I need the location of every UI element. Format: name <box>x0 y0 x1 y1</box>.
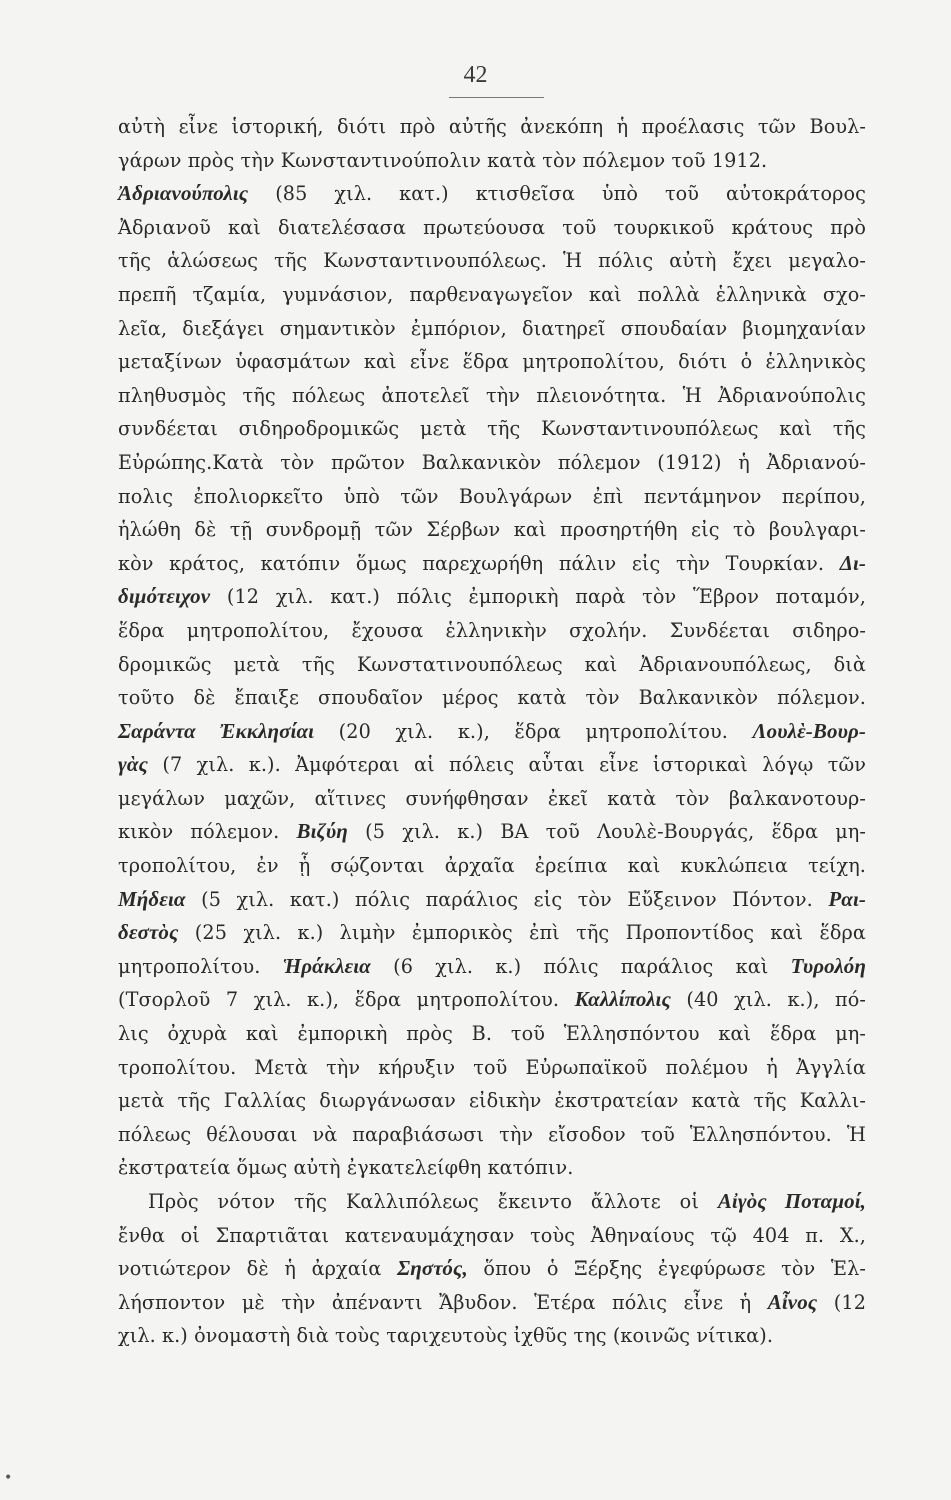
text-run: (85 χιλ. κατ.) κτισθεῖσα ὑπὸ τοῦ αὐτοκράτορος <box>248 182 866 206</box>
text-line <box>118 312 866 346</box>
text-line <box>118 883 866 917</box>
text-line <box>118 1017 866 1051</box>
emphasized-place-name: δεστὸς <box>118 920 179 945</box>
text-run: συνδέεται σιδηροδρομικῶς μετὰ τῆς Κωνσταντινουπόλεως καὶ τῆς <box>118 417 866 441</box>
text-run: πόλεως θέλουσαι νὰ παραβιάσωσι τὴν εἴσοδον τοῦ Ἑλλησπόντου. Ἡ <box>118 1122 866 1146</box>
text-line <box>118 782 866 816</box>
text-line <box>118 1151 866 1185</box>
emphasized-place-name: Αἶνος <box>767 1289 818 1314</box>
text-line <box>118 1051 866 1085</box>
text-run: (40 χιλ. κ.), πό- <box>670 988 866 1012</box>
text-line <box>118 748 866 782</box>
emphasized-place-name: Ἀδριανούπολις <box>118 181 249 206</box>
text-run: (12 <box>817 1290 867 1314</box>
text-run: τροπολίτου. Μετὰ τὴν κήρυξιν τοῦ Εὐρωπαϊκοῦ πολέμου ἡ Ἀγγλία <box>118 1055 866 1079</box>
text-run: (20 χιλ. κ.), ἕδρα μητροπολίτου. <box>314 719 753 743</box>
emphasized-place-name: Τυρολόη <box>790 953 866 978</box>
text-run: λεῖα, διεξάγει σημαντικὸν ἐμπόριον, διατηρεῖ σπουδαίαν βιομηχανίαν <box>118 316 866 340</box>
text-line <box>118 144 866 178</box>
text-line <box>118 278 866 312</box>
text-line <box>118 580 866 614</box>
text-line <box>118 513 866 547</box>
text-run: Πρὸς νότον τῆς Καλλιπόλεως ἔκειντο ἄλλοτε οἱ <box>148 1190 718 1213</box>
text-run: ὅπου ὁ Ξέρξης ἐγεφύρωσε τὸν Ἑλ- <box>467 1257 866 1281</box>
text-run: ἡλώθη δὲ τῇ συνδρομῇ τῶν Σέρβων καὶ προσηρτήθη εἰς τὸ βουλγαρι- <box>118 518 866 542</box>
text-line <box>118 1319 866 1353</box>
emphasized-place-name: Καλλίπολις <box>574 987 671 1012</box>
text-run: τῆς ἁλώσεως τῆς Κωνσταντινουπόλεως. Ἡ πόλις αὐτὴ ἔχει μεγαλο- <box>118 249 866 273</box>
emphasized-place-name: Δι- <box>839 550 866 575</box>
text-line <box>118 1252 866 1286</box>
text-run: μεγάλων μαχῶν, αἵτινες συνήφθησαν ἐκεῖ κατὰ τὸν βαλκανοτουρ- <box>118 786 866 810</box>
text-line <box>118 345 866 379</box>
text-run: (25 χιλ. κ.) λιμὴν ἐμπορικὸς ἐπὶ τῆς Προποντίδος καὶ ἕδρα <box>178 921 866 945</box>
text-run: κικὸν πόλεμον. <box>118 820 297 844</box>
text-line <box>118 681 866 715</box>
text-run: (Τσορλοῦ 7 χιλ. κ.), ἕδρα μητροπολίτου. <box>118 988 575 1012</box>
text-run: (6 χιλ. κ.) πόλις παράλιος καὶ <box>370 954 791 978</box>
text-run: κὸν κράτος, κατόπιν ὅμως παρεχωρήθη πάλιν εἰς τὴν Τουρκίαν. <box>118 551 840 575</box>
text-run: χιλ. κ.) ὀνομαστὴ διὰ τοὺς ταριχευτοὺς ἰχθῦς της (κοινῶς νίτικα). <box>118 1324 774 1348</box>
emphasized-place-name: γὰς <box>118 752 149 777</box>
text-line <box>118 412 866 446</box>
emphasized-place-name: Ραι- <box>828 886 866 911</box>
text-line <box>118 446 866 480</box>
text-run: αὐτὴ εἶνε ἱστορική, διότι πρὸ αὐτῆς ἀνεκόπη ἡ προέλασις τῶν Βουλ- <box>118 115 866 138</box>
text-run: πληθυσμὸς τῆς πόλεως ἀποτελεῖ τὴν πλειονότητα. Ἡ Ἀδριανούπολις <box>118 383 866 407</box>
text-run: (5 χιλ. κατ.) πόλις παράλιος εἰς τὸν Εὔξεινον Πόντον. <box>185 887 829 911</box>
text-run: νοτιώτερον δὲ ἡ ἀρχαία <box>118 1257 398 1281</box>
emphasized-place-name: Αἰγὸς Ποταμοί, <box>717 1189 866 1213</box>
text-run: γάρων πρὸς τὴν Κωνσταντινούπολιν κατὰ τὸν πόλεμον τοῦ 1912. <box>118 148 768 172</box>
text-line <box>118 1118 866 1152</box>
text-line <box>118 950 866 984</box>
text-run: (7 χιλ. κ.). Ἀμφότεραι αἱ πόλεις αὗται εἶνε ἱστορικαὶ λόγῳ τῶν <box>148 753 866 777</box>
header-rule <box>449 97 544 98</box>
text-run: ἕδρα μητροπολίτου, ἔχουσα ἑλληνικὴν σχολήν. Συνδέεται σιδηρο- <box>118 618 866 642</box>
text-run: μητροπολίτου. <box>118 954 283 978</box>
emphasized-place-name: Μήδεια <box>118 886 186 911</box>
text-run: Εὐρώπης.Κατὰ τὸν πρῶτον Βαλκανικὸν πόλεμον (1912) ἡ Ἀδριανού- <box>118 450 866 474</box>
text-line <box>118 1219 866 1253</box>
text-run: πολις ἐπολιορκεῖτο ὑπὸ τῶν Βουλγάρων ἐπὶ πεντάμηνον περίπου, <box>118 484 866 508</box>
emphasized-place-name: Βιζύη <box>296 819 348 844</box>
text-run: μετὰ τῆς Γαλλίας διωργάνωσαν εἰδικὴν ἐκστρατείαν κατὰ τῆς Καλλι- <box>118 1089 866 1113</box>
text-line <box>118 1185 866 1219</box>
text-run: λήσποντον μὲ τὴν ἀπέναντι Ἄβυδον. Ἑτέρα πόλις εἶνε ἡ <box>118 1290 768 1314</box>
text-line <box>118 379 866 413</box>
text-line <box>118 211 866 245</box>
text-line <box>118 547 866 581</box>
text-run: τοῦτο δὲ ἔπαιξε σπουδαῖον μέρος κατὰ τὸν Βαλκανικὸν πόλεμον. <box>118 686 866 710</box>
text-run: λις ὀχυρὰ καὶ ἐμπορικὴ πρὸς Β. τοῦ Ἑλλησπόντου καὶ ἕδρα μη- <box>118 1022 866 1046</box>
text-line <box>118 715 866 749</box>
text-line <box>118 815 866 849</box>
text-run: ἔνθα οἱ Σπαρτιᾶται κατεναυμάχησαν τοὺς Ἀθηναίους τῷ 404 π. Χ., <box>118 1223 866 1247</box>
emphasized-place-name: διμότειχον <box>118 584 211 609</box>
text-line <box>118 110 866 144</box>
text-run: (5 χιλ. κ.) ΒΑ τοῦ Λουλὲ-Βουργάς, ἕδρα μη- <box>347 820 866 844</box>
text-line <box>118 177 866 211</box>
text-run: (12 χιλ. κατ.) πόλις ἐμπορικὴ παρὰ τὸν Ἕβρον ποταμόν, <box>210 585 866 609</box>
text-line <box>118 1286 866 1320</box>
text-line <box>118 1084 866 1118</box>
emphasized-place-name: Λουλὲ-Βουρ- <box>752 718 866 743</box>
emphasized-place-name: Ἡράκλεια <box>282 953 371 978</box>
text-line <box>118 480 866 514</box>
text-run: τροπολίτου, ἐν ᾗ σῴζονται ἀρχαῖα ἐρείπια καὶ κυκλώπεια τείχη. <box>118 854 866 878</box>
page-number: 42 <box>463 62 488 88</box>
text-line <box>118 916 866 950</box>
emphasized-place-name: Σαράντα Ἐκκλησίαι <box>118 718 315 743</box>
text-line <box>118 244 866 278</box>
text-line <box>118 983 866 1017</box>
text-line <box>118 648 866 682</box>
text-run: πρεπῆ τζαμία, γυμνάσιον, παρθεναγωγεῖον καὶ πολλὰ ἑλληνικὰ σχο- <box>118 282 866 306</box>
emphasized-place-name: Σηστός, <box>397 1256 468 1281</box>
text-run: Ἀδριανοῦ καὶ διατελέσασα πρωτεύουσα τοῦ τουρκικοῦ κράτους πρὸ <box>118 215 866 239</box>
text-line <box>118 849 866 883</box>
text-line <box>118 614 866 648</box>
text-run: ἐκστρατεία ὅμως αὐτὴ ἐγκατελείφθη κατόπιν. <box>118 1156 574 1180</box>
text-run: δρομικῶς μετὰ τῆς Κωνστατινουπόλεως καὶ Ἀδριανουπόλεως, διὰ <box>118 652 866 676</box>
margin-mark: • <box>4 1470 13 1486</box>
text-run: μεταξίνων ὑφασμάτων καὶ εἶνε ἕδρα μητροπολίτου, διότι ὁ ἑλληνικὸς <box>118 350 866 374</box>
body-text <box>118 110 866 1353</box>
